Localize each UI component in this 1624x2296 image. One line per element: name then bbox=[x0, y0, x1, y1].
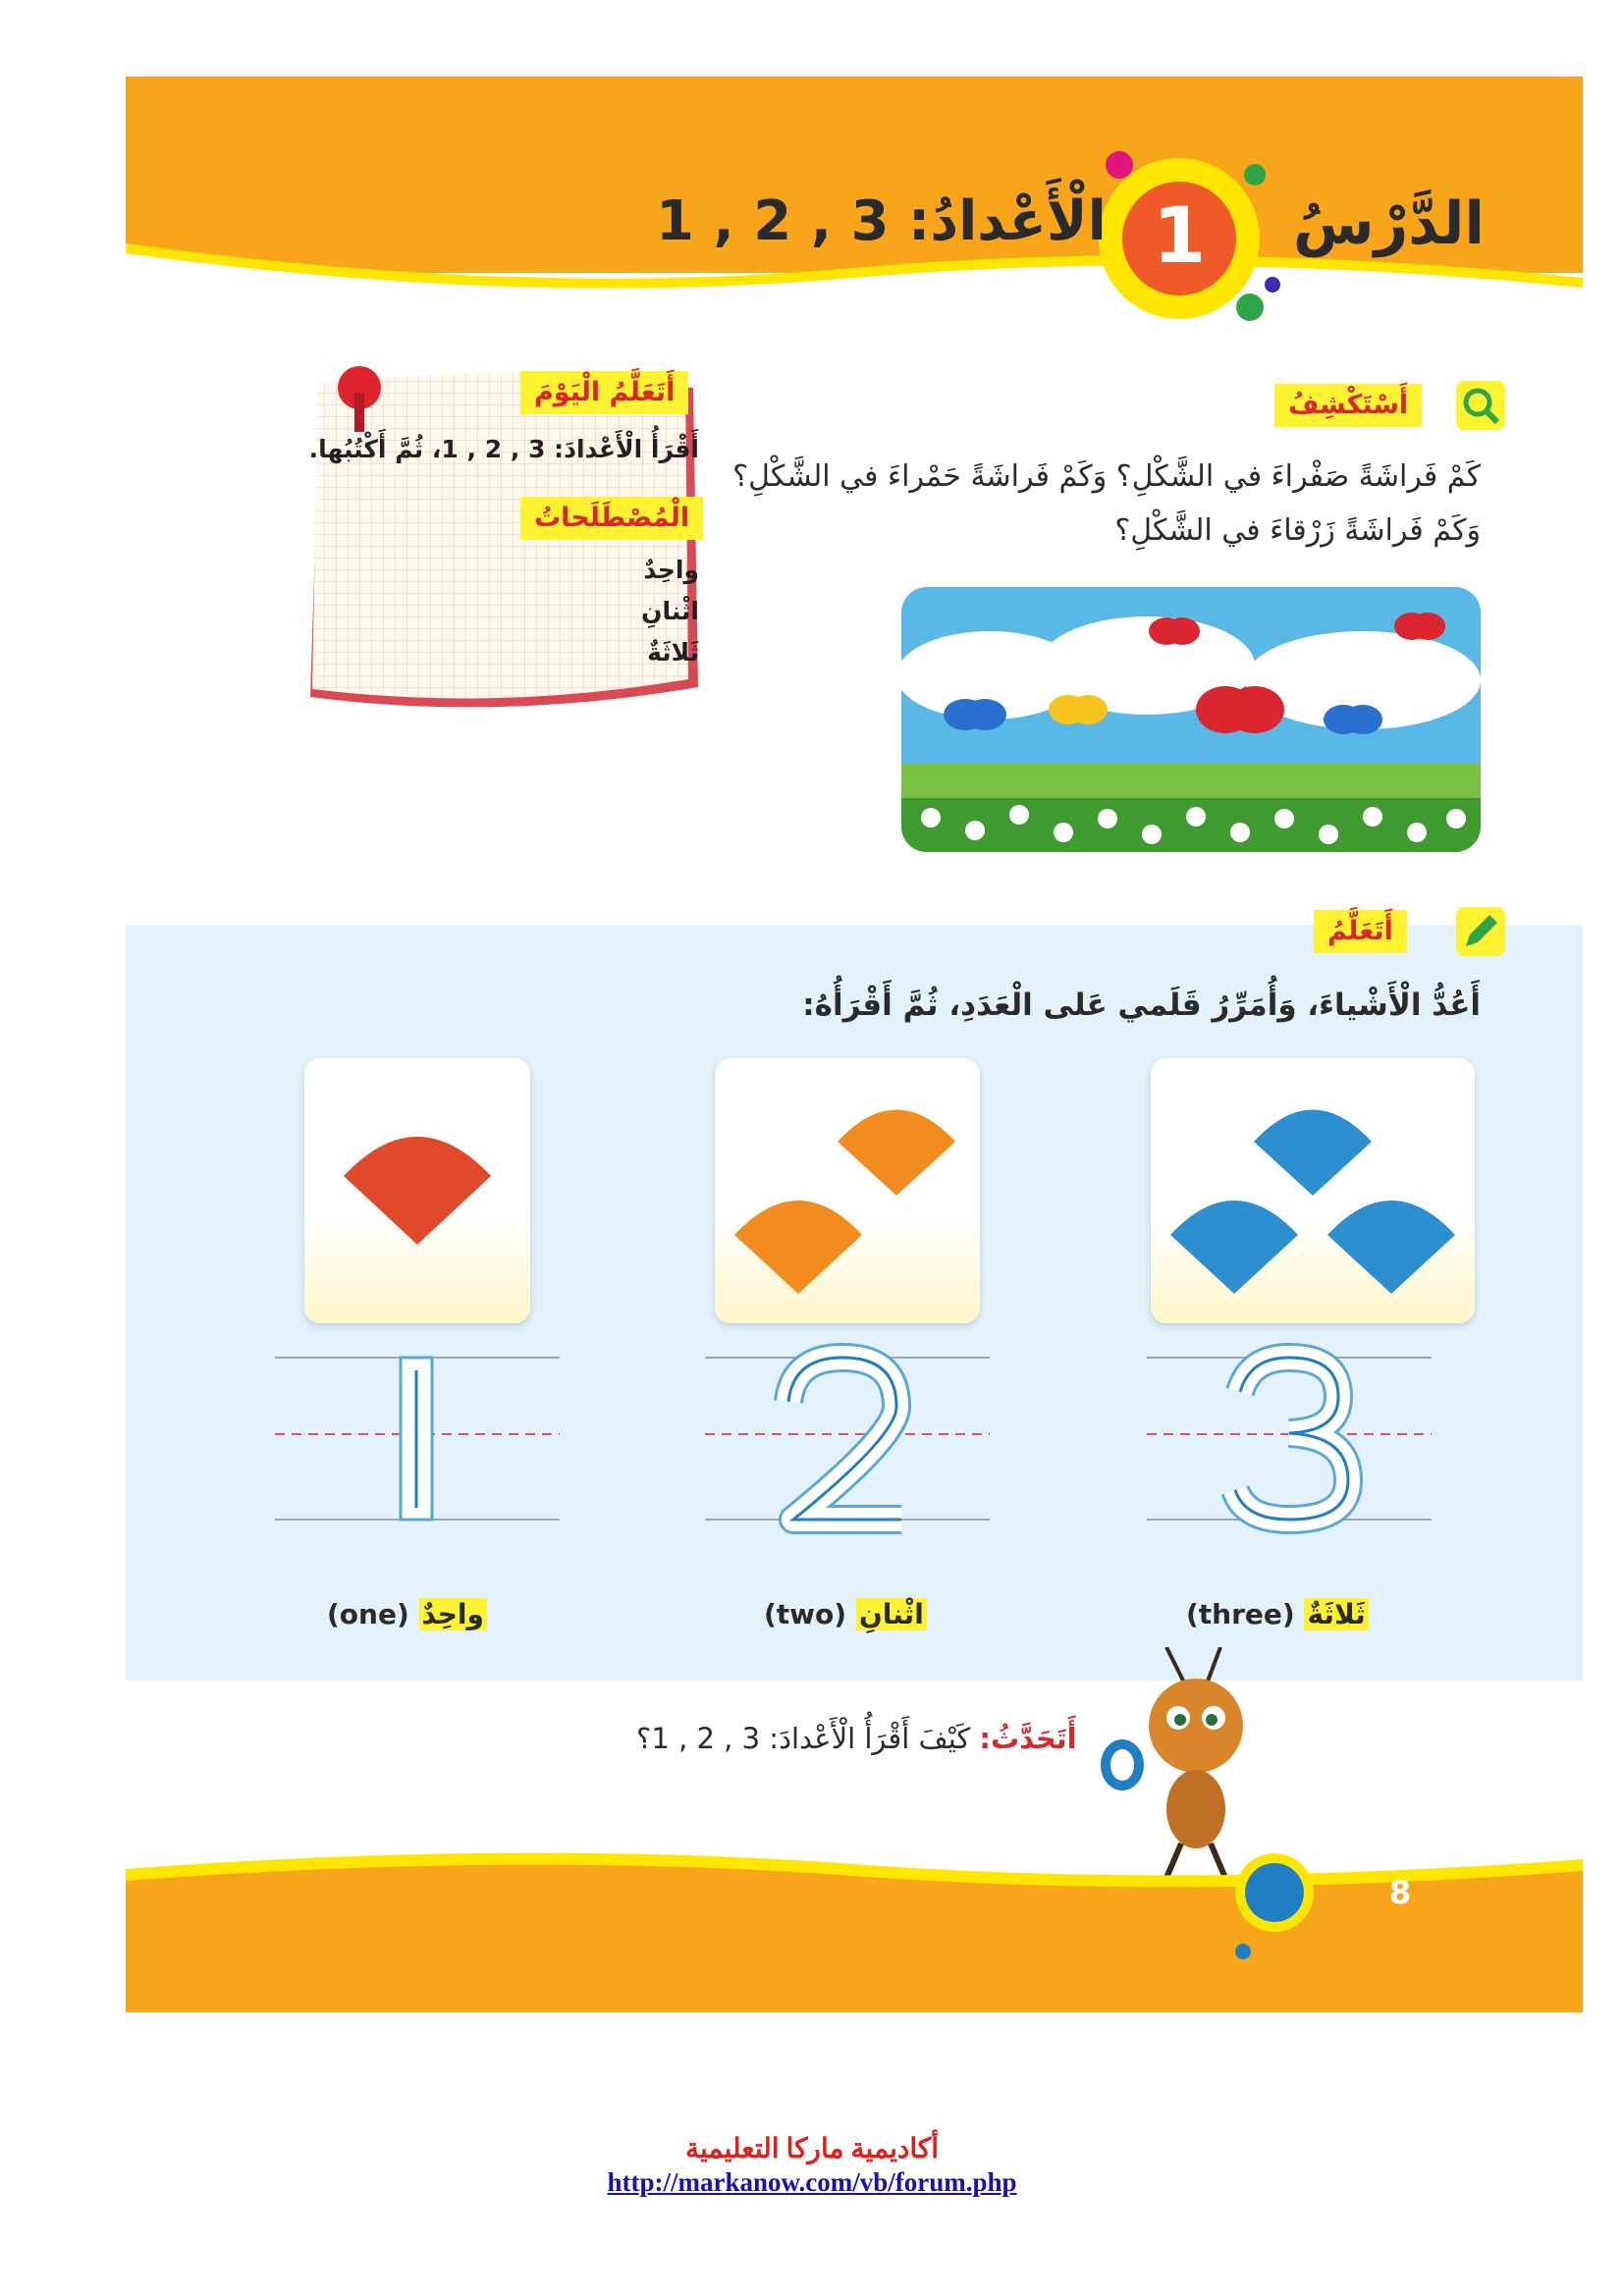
brand-link[interactable]: http://markanow.com/vb/forum.php bbox=[607, 2167, 1017, 2197]
lesson-number: 1 bbox=[1152, 192, 1207, 281]
speak-text: كَيْفَ أَقْرَأُ الْأَعْدادَ: 3 , 2 , 1؟ bbox=[636, 1722, 971, 1755]
term-item: اثْنانِ bbox=[641, 597, 699, 625]
learn-heading: أَتَعَلَّمُ bbox=[1314, 910, 1407, 953]
term-item: ثَلاثَةٌ bbox=[647, 638, 699, 667]
butterfly-red-icon bbox=[1149, 617, 1200, 645]
explore-heading: أَسْتَكْشِفُ bbox=[1274, 384, 1422, 427]
butterfly-red-icon bbox=[1394, 613, 1445, 640]
today-heading: أَتَعَلَّمُ الْيَوْمَ bbox=[520, 371, 688, 414]
word-en: (three) bbox=[1186, 1598, 1295, 1630]
learn-instruction: أَعُدُّ الْأَشْياءَ، وَأُمَرِّرُ قَلَمي عَلى الْعَدَدِ، ثُمَّ أَقْرَأُهُ: bbox=[802, 988, 1481, 1023]
page-number: 8 bbox=[1388, 1874, 1412, 1911]
count-card-two bbox=[715, 1058, 980, 1323]
lesson-label: الدَّرْسُ bbox=[1292, 189, 1485, 258]
shell-icon bbox=[725, 1078, 970, 1304]
shell-icon bbox=[1161, 1078, 1465, 1304]
pencil-icon bbox=[1456, 907, 1505, 956]
explore-question-2: وَكَمْ فَراشَةً زَرْقاءَ في الشَّكْلِ؟ bbox=[1114, 513, 1481, 548]
textbook-page bbox=[126, 77, 1583, 2012]
word-en: (two) bbox=[764, 1598, 847, 1630]
explore-question-1: كَمْ فَراشَةً صَفْراءَ في الشَّكْلِ؟ وَكَمْ فَراشَةً حَمْراءَ في الشَّكْلِ؟ bbox=[732, 459, 1481, 494]
magnifier-icon bbox=[1456, 381, 1505, 430]
butterfly-blue-icon bbox=[944, 699, 1006, 730]
lesson-title: الْأَعْدادُ: 3 , 2 , 1 bbox=[656, 189, 1107, 253]
word-ar: ثَلاثَةٌ bbox=[1304, 1598, 1368, 1630]
shell-icon bbox=[334, 1107, 501, 1255]
trace-digit-2[interactable] bbox=[705, 1323, 990, 1559]
footer-banner bbox=[126, 1843, 1583, 2012]
speak-prompt bbox=[636, 1722, 1077, 1755]
number-word-two bbox=[764, 1598, 927, 1630]
butterfly-yellow-icon bbox=[1049, 695, 1108, 724]
butterflies-scene bbox=[901, 587, 1481, 852]
speak-label: أَتَحَدَّثُ: bbox=[979, 1722, 1077, 1755]
number-word-one bbox=[327, 1598, 487, 1630]
terms-heading: الْمُصْطَلَحاتُ bbox=[520, 497, 703, 540]
word-ar: واحِدٌ bbox=[419, 1598, 487, 1630]
trace-digit-1[interactable] bbox=[275, 1323, 560, 1559]
butterfly-blue-icon bbox=[1324, 705, 1382, 734]
today-objective: أَقْرَأُ الْأَعْدادَ: 3 , 2 , 1، ثُمَّ أَكْتُبُها. bbox=[308, 435, 699, 463]
count-card-one bbox=[304, 1058, 530, 1323]
trace-digit-3[interactable] bbox=[1147, 1323, 1432, 1559]
term-item: واحِدٌ bbox=[643, 556, 699, 584]
number-word-three bbox=[1186, 1598, 1369, 1630]
brand-name: أكاديمية ماركا التعليمية bbox=[684, 2134, 940, 2164]
word-en: (one) bbox=[327, 1598, 409, 1630]
butterfly-red-icon bbox=[1196, 686, 1284, 733]
count-card-three bbox=[1151, 1058, 1475, 1323]
word-ar: اثْنانِ bbox=[856, 1598, 927, 1630]
